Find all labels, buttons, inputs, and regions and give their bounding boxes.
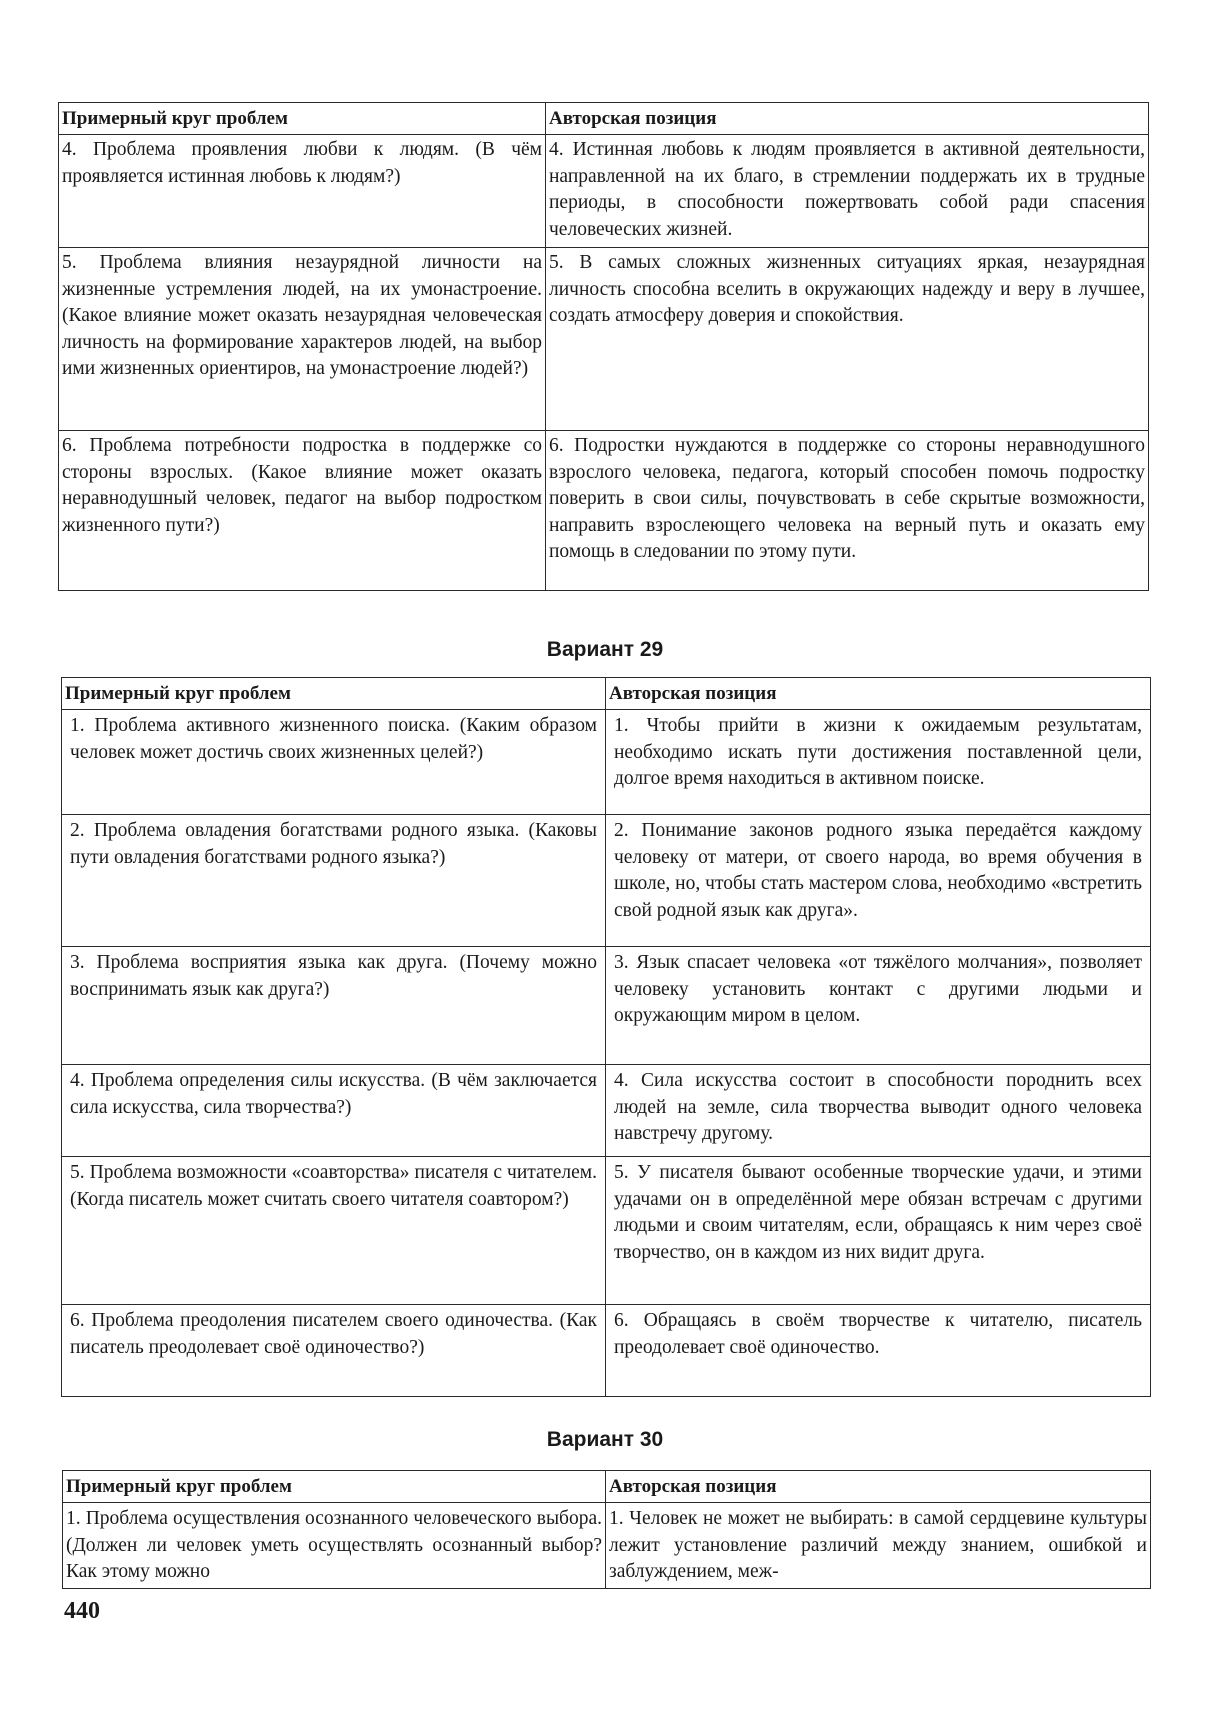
header-position: Авторская позиция [606,678,1151,710]
table-row [62,1157,1151,1305]
problem-cell: 1. Проблема активного жизненного поиска. (Каким образом человек может достичь своих жизненных целей?) [62,710,606,815]
table-row [62,1305,1151,1397]
table-row [63,1503,1151,1589]
position-cell: 3. Язык спасает человека «от тяжёлого молчания», позволяет человеку установить контакт с другими людьми и окружающим миром в целом. [606,947,1151,1065]
problem-cell: 2. Проблема овладения богатствами родного языка. (Каковы пути овладения богатствами родного языка?) [62,815,606,947]
table-row [59,248,1149,431]
header-position: Авторская позиция [546,103,1149,135]
header-problems: Примерный круг проблем [63,1471,606,1503]
problem-cell: 4. Проблема проявления любви к людям. (В чём проявляется истинная любовь к людям?) [59,135,546,248]
position-cell: 1. Человек не может не выбирать: в самой сердцевине культуры лежит установление различий между знанием, ошибкой и заблуждением, меж- [606,1503,1151,1589]
table-row [59,431,1149,591]
position-cell: 5. У писателя бывают особенные творческие удачи, и этими удачами он в определённой мере обязан встречам с другими людьми и своим читателям, если, обращаясь к ним через своё творчество, он в каждом из них видит друга. [606,1157,1151,1305]
table-row [62,710,1151,815]
position-cell: 4. Сила искусства состоит в способности породнить всех людей на земле, сила творчества выводит одного человека навстречу другому. [606,1065,1151,1157]
position-cell: 2. Понимание законов родного языка передаётся каждому человеку от матери, от своего народа, во время обучения в школе, но, чтобы стать мастером слова, необходимо «встретить свой родной язык как друга». [606,815,1151,947]
header-problems: Примерный круг проблем [62,678,606,710]
problem-cell: 5. Проблема возможности «соавторства» писателя с читателем. (Когда писатель может считать своего читателя соавтором?) [62,1157,606,1305]
variant-30-table [62,1470,1151,1589]
position-cell: 5. В самых сложных жизненных ситуациях яркая, незаурядная личность способна вселить в окружающих надежду и веру в лучшее, создать атмосферу доверия и спокойствия. [546,248,1149,431]
table-row [62,815,1151,947]
header-problems: Примерный круг проблем [59,103,546,135]
position-cell: 4. Истинная любовь к людям проявляется в активной деятельности, направленной на их благо, в стремлении поддержать их в трудные периоды, в способности пожертвовать собой ради спасения человеческих жизней. [546,135,1149,248]
problem-cell: 3. Проблема восприятия языка как друга. (Почему можно воспринимать язык как друга?) [62,947,606,1065]
table-row [62,947,1151,1065]
table-header-row [59,103,1149,135]
problem-cell: 6. Проблема преодоления писателем своего одиночества. (Как писатель преодолевает своё одиночество?) [62,1305,606,1397]
table-row [59,135,1149,248]
problem-cell: 5. Проблема влияния незаурядной личности на жизненные устремления людей, на их умонастроение. (Какое влияние может оказать незаурядная человеческая личность на формирование характеров людей, на выбор ими жизненных ориентиров, на умонастроение людей?) [59,248,546,431]
variant-29-title: Вариант 29 [546,638,664,661]
table-row [62,1065,1151,1157]
problems-table-continued [58,102,1149,591]
problem-cell: 4. Проблема определения силы искусства. (В чём заключается сила искусства, сила творчества?) [62,1065,606,1157]
variant-29-table [61,677,1151,1397]
position-cell: 1. Чтобы прийти в жизни к ожидаемым результатам, необходимо искать пути достижения поставленной цели, долгое время находиться в активном поиске. [606,710,1151,815]
table-header-row [62,678,1151,710]
problem-cell: 1. Проблема осуществления осознанного человеческого выбора. (Должен ли человек уметь осуществлять осознанный выбор? Как этому можно [63,1503,606,1589]
variant-30-title: Вариант 30 [546,1428,664,1451]
position-cell: 6. Подростки нуждаются в поддержке со стороны неравнодушного взрослого человека, педагога, который способен помочь подростку поверить в свои силы, почувствовать в себе скрытые возможности, направить взрослеющего человека на верный путь и оказать ему помощь в следовании по этому пути. [546,431,1149,591]
table-header-row [63,1471,1151,1503]
page-number: 440 [64,1598,100,1624]
position-cell: 6. Обращаясь в своём творчестве к читателю, писатель преодолевает своё одиночество. [606,1305,1151,1397]
problem-cell: 6. Проблема потребности подростка в поддержке со стороны взрослых. (Какое влияние может оказать неравнодушный человек, педагог на выбор подростком жизненного пути?) [59,431,546,591]
header-position: Авторская позиция [606,1471,1151,1503]
